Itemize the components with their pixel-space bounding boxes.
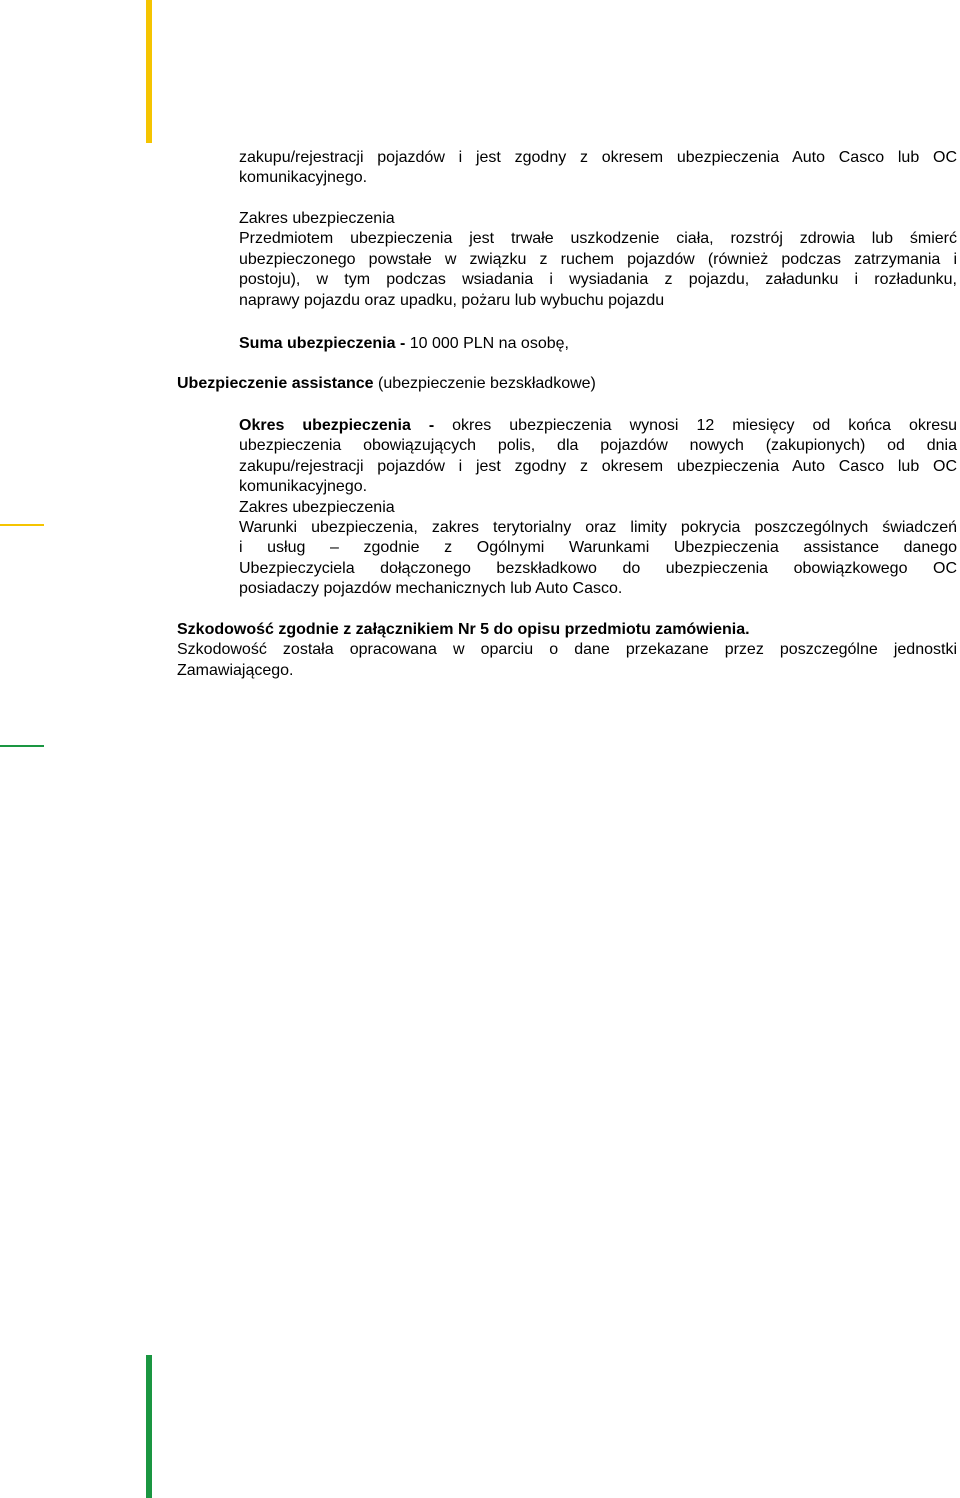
top-yellow-bar — [146, 0, 152, 143]
szkodowosc-line-2: Zamawiającego. — [177, 661, 294, 679]
assistance-label: Ubezpieczenie assistance — [177, 375, 378, 392]
continuation-line-2: komunikacyjnego. — [239, 169, 368, 187]
szkodowosc-line-1: Szkodowość została opracowana w oparciu o dane przekazane przez poszczególne jednostki — [177, 641, 957, 659]
okres-label: Okres ubezpieczenia - — [239, 417, 453, 434]
zakres-2-line-4: posiadaczy pojazdów mechanicznych lub Auto Casco. — [239, 580, 623, 598]
suma-value: 10 000 PLN na osobę, — [409, 335, 569, 352]
szkodowosc-heading: Szkodowość zgodnie z załącznikiem Nr 5 do opisu przedmiotu zamówienia. — [177, 621, 750, 638]
zakres-2-line-3: Ubezpieczyciela dołączonego bezskładkowo do ubezpieczenia obowiązkowego OC — [239, 559, 957, 577]
continuation-line-1: zakupu/rejestracji pojazdów i jest zgodny z okresem ubezpieczenia Auto Casco lub OC — [239, 149, 957, 166]
zakres-1-line-1: Przedmiotem ubezpieczenia jest trwałe uszkodzenie ciała, rozstrój zdrowia lub śmierć — [239, 230, 957, 248]
left-yellow-marker — [0, 524, 44, 526]
suma-label: Suma ubezpieczenia - — [239, 335, 410, 352]
assistance-heading — [177, 374, 957, 394]
zakres-heading-2: Zakres ubezpieczenia — [239, 498, 395, 516]
zakres-2-line-2: i usług – zgodnie z Ogólnymi Warunkami Ubezpieczenia assistance danego — [239, 539, 957, 557]
zakres-heading-1: Zakres ubezpieczenia — [239, 210, 395, 227]
okres-line-3: zakupu/rejestracji pojazdów i jest zgodny z okresem ubezpieczenia Auto Casco lub OC — [239, 457, 957, 475]
left-green-marker — [0, 745, 44, 747]
okres-line-1 — [239, 416, 957, 436]
assistance-note: (ubezpieczenie bezskładkowe) — [377, 375, 596, 392]
zakres-2-line-1: Warunki ubezpieczenia, zakres terytorialny oraz limity pokrycia poszczególnych świadczeń — [239, 519, 957, 537]
bottom-green-bar — [146, 1355, 152, 1498]
zakres-1-line-4: naprawy pojazdu oraz upadku, pożaru lub wybuchu pojazdu — [239, 291, 665, 309]
zakres-1-line-2: ubezpieczonego powstałe w związku z ruchem pojazdów (również podczas zatrzymania i — [239, 250, 957, 268]
zakres-section-1 — [239, 209, 957, 311]
okres-line-2: ubezpieczenia obowiązujących polis, dla pojazdów nowych (zakupionych) od dnia — [239, 437, 957, 455]
continuation-paragraph — [239, 148, 957, 189]
zakres-1-line-3: postoju), w tym podczas wsiadania i wysiadania z pojazdu, załadunku i rozładunku, — [239, 271, 957, 289]
okres-section — [239, 416, 957, 600]
okres-line-1-text: okres ubezpieczenia wynosi 12 miesięcy od końca okresu — [452, 417, 957, 434]
suma-ubezpieczenia — [239, 334, 957, 354]
szkodowosc-section — [177, 620, 957, 681]
okres-line-4: komunikacyjnego. — [239, 478, 368, 496]
